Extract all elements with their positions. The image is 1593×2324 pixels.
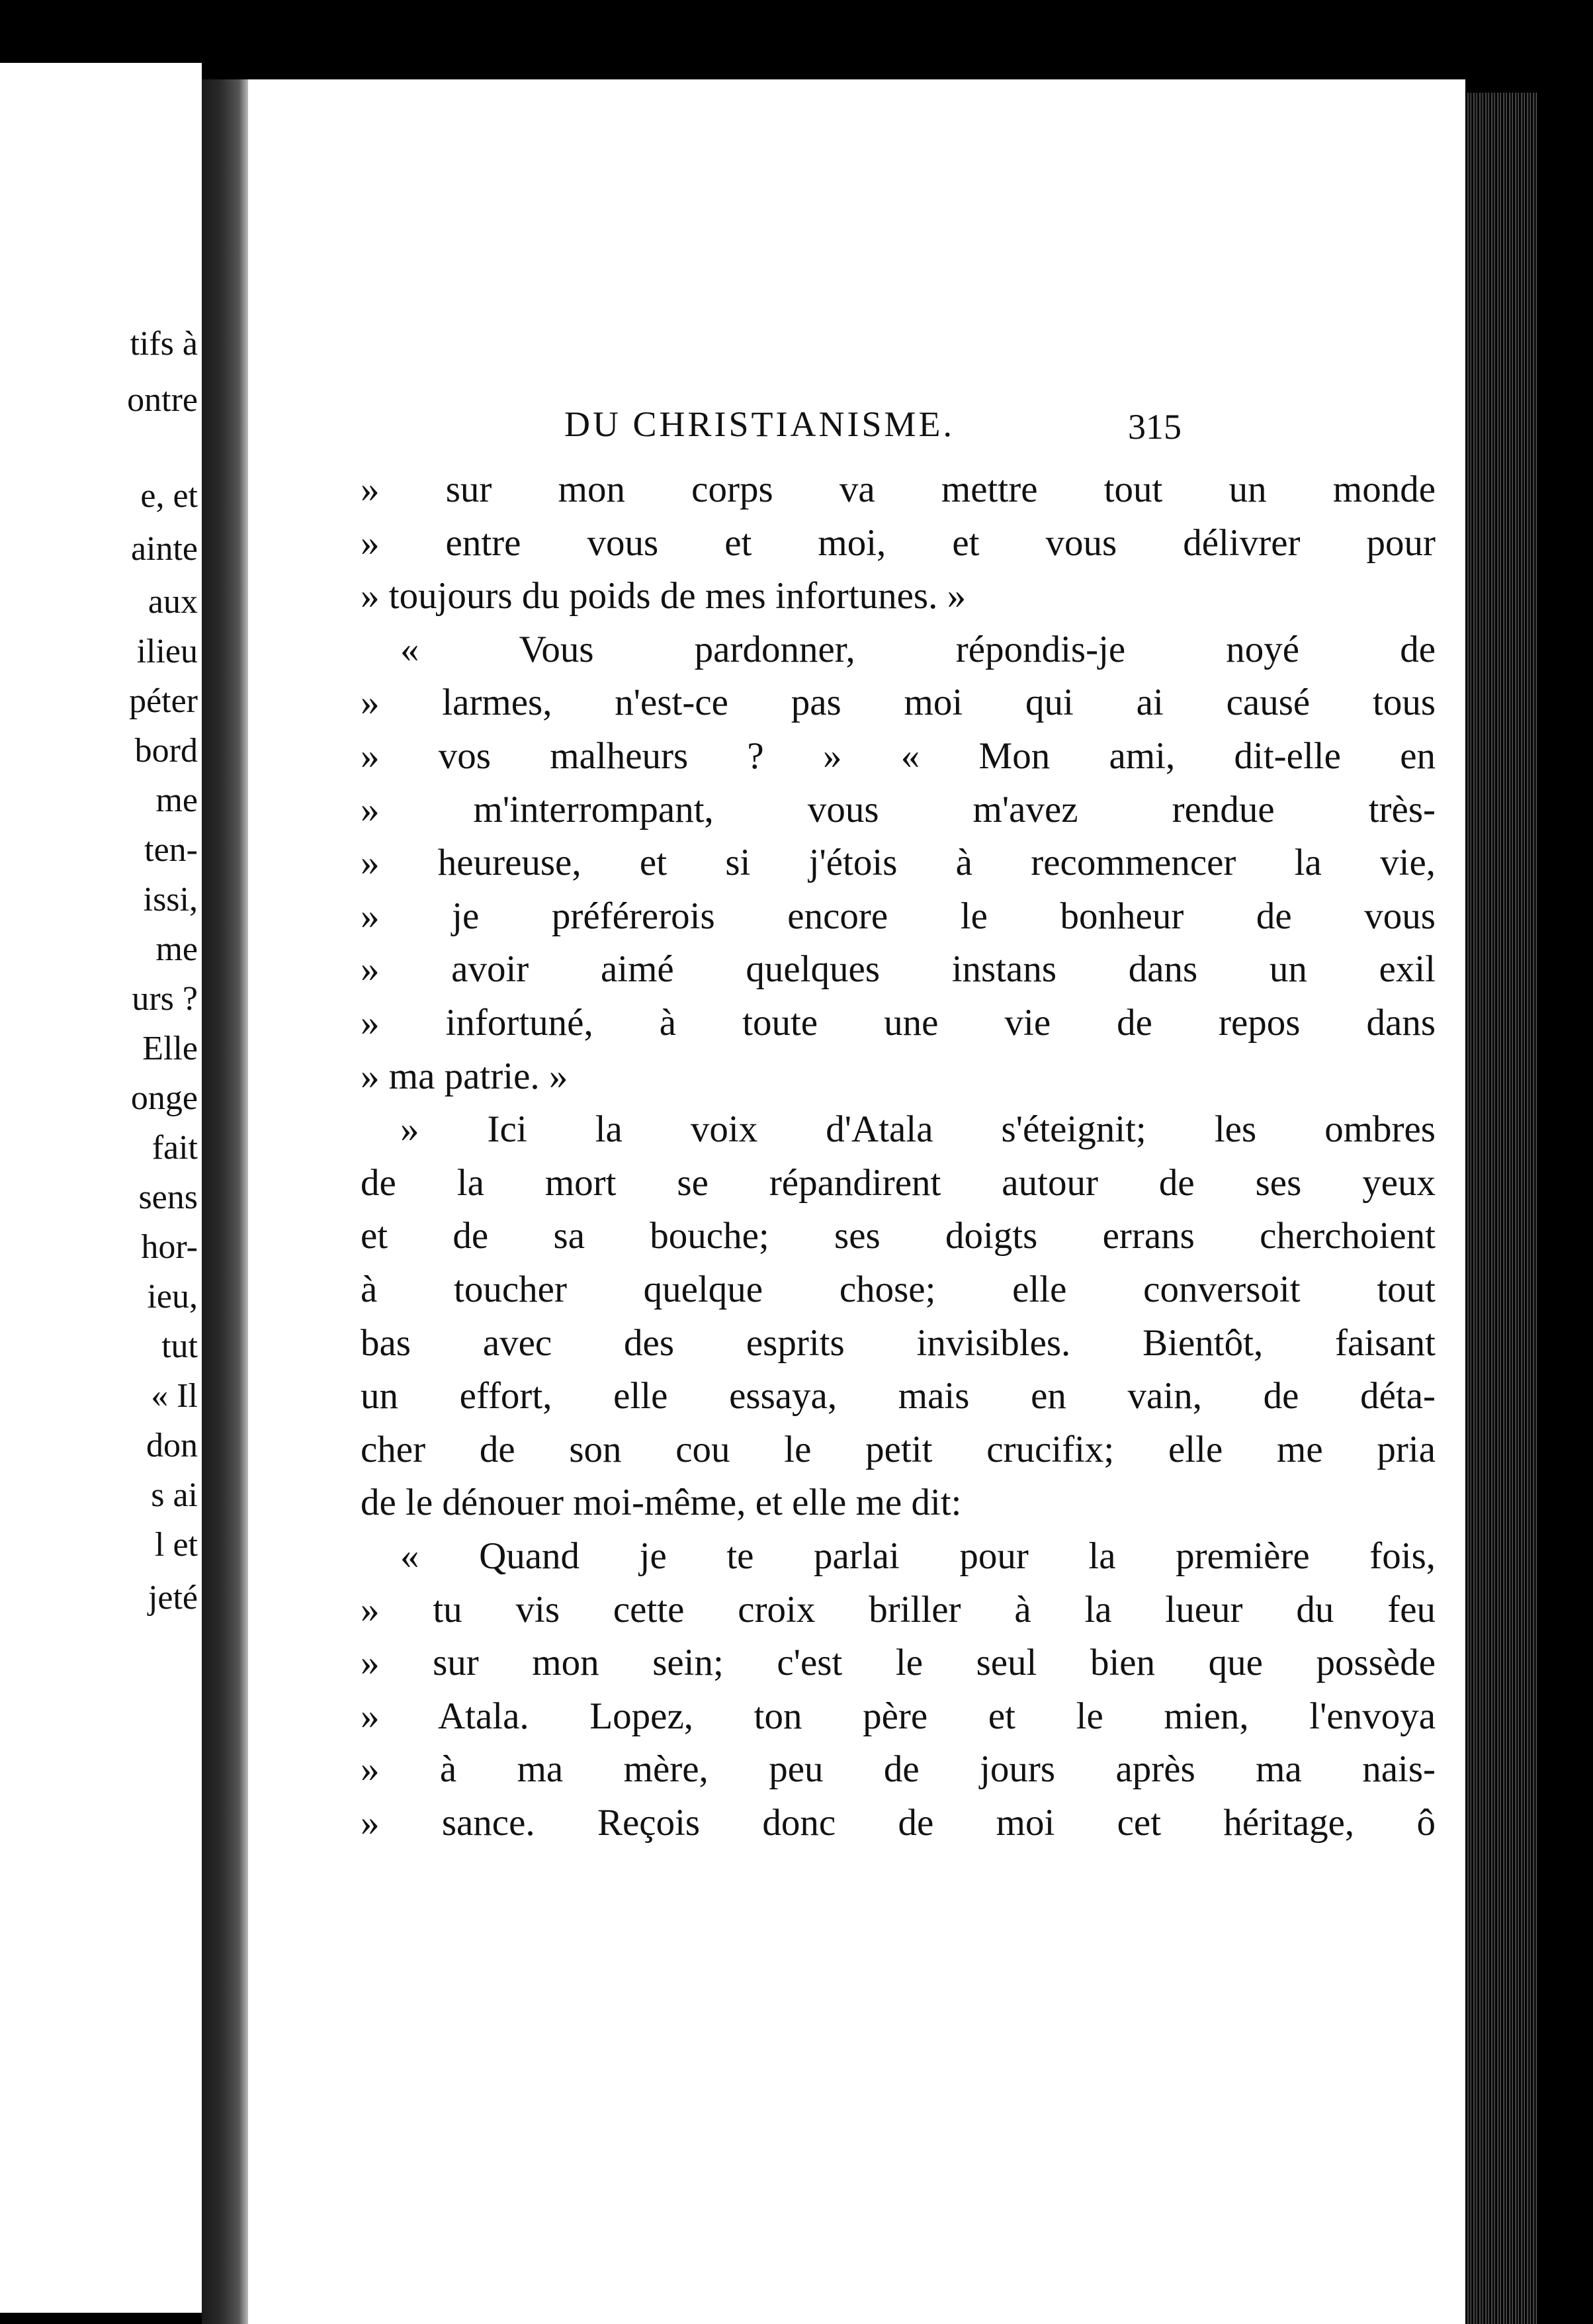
facing-page-line: tifs à [130, 325, 198, 363]
text-line: cher de son cou le petit crucifix; elle me pria [361, 1429, 1436, 1470]
text-line: » sur mon sein; c'est le seul bien que possède [361, 1642, 1436, 1683]
facing-page-line: ainte [130, 530, 198, 568]
text-line: » Ici la voix d'Atala s'éteignit; les ombres [400, 1108, 1436, 1150]
facing-page-line: s ai [151, 1476, 198, 1514]
facing-page-line: don [146, 1427, 198, 1464]
facing-page-line: issi, [143, 881, 198, 918]
text-line: de le dénouer moi-même, et elle me dit: [361, 1482, 962, 1523]
text-line: » tu vis cette croix briller à la lueur du feu [361, 1589, 1436, 1631]
facing-page-line: bord [134, 732, 198, 770]
facing-page-line: me [155, 930, 198, 968]
facing-page-line: « Il [151, 1377, 198, 1415]
facing-page-line: tut [161, 1327, 198, 1365]
page-edges [1465, 93, 1538, 2324]
book-gutter [202, 79, 248, 2324]
text-line: » sance. Reçois donc de moi cet héritage, ô [361, 1802, 1436, 1844]
text-line: » m'interrompant, vous m'avez rendue très- [361, 789, 1436, 830]
facing-page-line: me [155, 782, 198, 819]
facing-page-line: e, et [140, 477, 198, 515]
facing-page-line: aux [148, 583, 198, 621]
facing-page-line: péter [129, 682, 198, 720]
text-line: » ma patrie. » [361, 1055, 568, 1097]
facing-page-line: l et [155, 1526, 198, 1564]
facing-page-line: urs ? [132, 980, 198, 1018]
running-head: DU CHRISTIANISME. [564, 404, 955, 444]
text-line: de la mort se répandirent autour de ses yeux [361, 1162, 1436, 1204]
facing-page [0, 63, 202, 2313]
text-line: » infortuné, à toute une vie de repos dans [361, 1002, 1436, 1044]
text-line: » je préférerois encore le bonheur de vous [361, 895, 1436, 937]
facing-page-line: ontre [127, 381, 198, 419]
facing-page-line: hor- [141, 1228, 198, 1266]
text-line: à toucher quelque chose; elle conversoit tout [361, 1269, 1436, 1310]
text-line: » larmes, n'est-ce pas moi qui ai causé tous [361, 682, 1436, 723]
book-page [248, 79, 1465, 2324]
text-line: » toujours du poids de mes infortunes. » [361, 575, 967, 617]
facing-page-line: sens [138, 1179, 198, 1216]
facing-page-line: onge [130, 1079, 198, 1117]
facing-page-line: ieu, [147, 1278, 198, 1316]
facing-page-line: ilieu [136, 633, 198, 670]
text-line: » heureuse, et si j'étois à recommencer la vie, [361, 842, 1436, 883]
text-line: » Atala. Lopez, ton père et le mien, l'envoya [361, 1695, 1436, 1737]
facing-page-line: ten- [144, 831, 198, 869]
text-line: » à ma mère, peu de jours après ma nais- [361, 1748, 1436, 1790]
text-line: et de sa bouche; ses doigts errans cherchoient [361, 1215, 1436, 1257]
text-line: » entre vous et moi, et vous délivrer pour [361, 522, 1436, 564]
text-line: » sur mon corps va mettre tout un monde [361, 469, 1436, 510]
text-line: bas avec des esprits invisibles. Bientôt, faisant [361, 1322, 1436, 1364]
facing-page-line: fait [151, 1129, 198, 1167]
text-line: « Quand je te parlai pour la première fois, [400, 1535, 1436, 1577]
facing-page-line: Elle [142, 1030, 198, 1067]
page-header [248, 404, 1465, 457]
text-line: un effort, elle essaya, mais en vain, de déta- [361, 1375, 1436, 1417]
facing-page-line: jeté [148, 1579, 198, 1617]
text-line: » avoir aimé quelques instans dans un exil [361, 948, 1436, 990]
text-line: » vos malheurs ? » « Mon ami, dit-elle en [361, 735, 1436, 777]
page-number: 315 [1128, 407, 1182, 447]
text-line: « Vous pardonner, répondis-je noyé de [400, 629, 1436, 670]
